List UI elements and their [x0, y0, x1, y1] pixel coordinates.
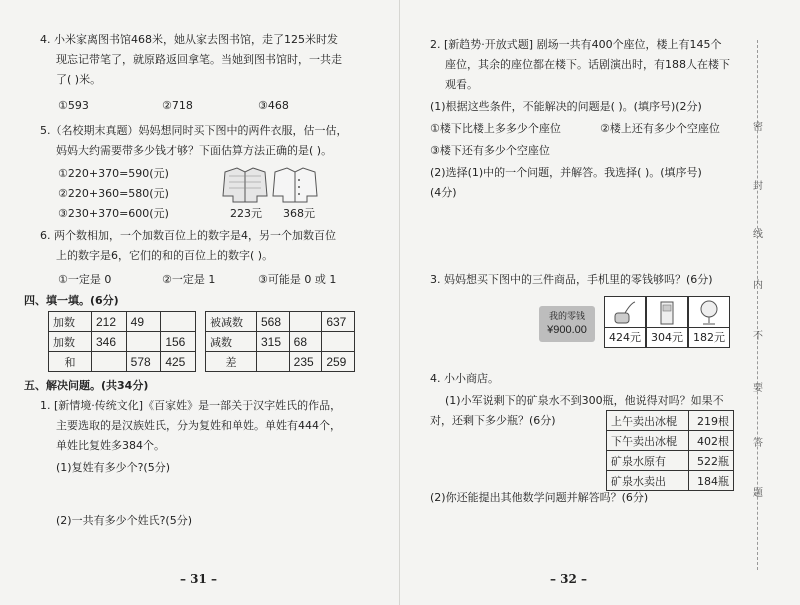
subtraction-table [205, 311, 355, 372]
table-cell: 402根 [689, 431, 734, 451]
wallet-balance-card [539, 306, 595, 342]
p1-sub1: (1)复姓有多少个?(5分) [56, 461, 171, 474]
vacuum-cleaner-icon [605, 297, 645, 327]
p4-title: 4. 小小商店。 [430, 372, 499, 385]
q5-price-1: 223元 [230, 207, 262, 220]
p1-sub2: (2)一共有多少个姓氏?(5分) [56, 514, 193, 527]
q4-option-3: ③468 [258, 99, 289, 112]
side-char: 题 [753, 488, 763, 499]
product-water-dispenser [646, 296, 688, 348]
table-cell: 425 [161, 352, 196, 372]
q5-option-2: ②220+360=580(元) [58, 187, 169, 200]
side-char: 内 [753, 280, 763, 291]
table-cell: 矿泉水卖出 [607, 471, 689, 491]
section-5-title: 五、解决问题。(共34分) [24, 379, 149, 392]
q5-line1: 5.（名校期末真题）妈妈想同时买下图中的两件衣服，估一估， [40, 124, 348, 137]
q6-line1: 6. 两个数相加，一个加数百位上的数字是4，另一个加数百位 [40, 229, 336, 242]
p2-sub2-line1: (2)选择(1)中的一个问题，并解答。我选择( )。(填序号) [430, 166, 702, 179]
electric-fan-icon [689, 297, 729, 327]
table-cell: 下午卖出冰棍 [607, 431, 689, 451]
page-number-32: – 32 – [550, 572, 588, 586]
p1-line1: 1. [新情境·传统文化]《百家姓》是一部关于汉字姓氏的作品， [40, 399, 342, 412]
table-cell: 减数 [206, 332, 257, 352]
table-cell: 加数 [49, 332, 92, 352]
side-char: 密 [753, 122, 763, 133]
table-cell: 578 [126, 352, 161, 372]
q6-option-1: ①一定是 0 [58, 273, 112, 286]
table-cell: 184瓶 [689, 471, 734, 491]
table-cell: 加数 [49, 312, 92, 332]
p2-line2: 座位，其余的座位都在楼下。话剧演出时，有188人在楼下 [445, 58, 730, 71]
sweater-icon [273, 168, 317, 202]
p2-sub1: (1)根据这些条件，不能解决的问题是( )。(填序号)(2分) [430, 100, 702, 113]
table-row [607, 411, 734, 431]
table-row [49, 312, 196, 332]
table-cell[interactable] [92, 352, 127, 372]
table-cell[interactable] [322, 332, 355, 352]
table-cell: 346 [92, 332, 127, 352]
addition-table [48, 311, 196, 372]
table-cell: 49 [126, 312, 161, 332]
page-number-31: – 31 – [180, 572, 218, 586]
water-dispenser-icon [647, 297, 687, 327]
table-row [607, 451, 734, 471]
p2-sub2-line2: (4分) [430, 186, 457, 199]
table-row [607, 471, 734, 491]
table-row [206, 352, 355, 372]
q4-line1: 4. 小米家离图书馆468米，她从家去图书馆，走了125米时发 [40, 33, 338, 46]
p2-option-2: ②楼上还有多少个空座位 [600, 122, 720, 135]
side-char: 不 [753, 331, 763, 342]
q5-price-2: 368元 [283, 207, 315, 220]
table-cell[interactable] [126, 332, 161, 352]
table-row [206, 332, 355, 352]
p3-line1: 3. 妈妈想买下图中的三件商品，手机里的零钱够吗？(6分) [430, 273, 713, 286]
wallet-value: ¥900.00 [547, 324, 587, 336]
q4-line2: 现忘记带笔了，就原路返回拿笔。当她到图书馆时，一共走 [56, 53, 342, 66]
table-cell: 和 [49, 352, 92, 372]
p4-sub1-line1: (1)小军说剩下的矿泉水不到300瓶，他说得对吗？如果不 [445, 394, 724, 407]
table-cell: 522瓶 [689, 451, 734, 471]
table-cell: 315 [257, 332, 290, 352]
q5-option-1: ①220+370=590(元) [58, 167, 169, 180]
p4-sub2: (2)你还能提出其他数学问题并解答吗？(6分) [430, 491, 649, 504]
table-cell[interactable] [257, 352, 290, 372]
q4-line3: 了( )米。 [56, 73, 102, 86]
table-cell: 212 [92, 312, 127, 332]
table-row [206, 312, 355, 332]
side-char: 线 [753, 229, 763, 240]
q5-line2: 妈妈大约需要带多少钱才够？下面估算方法正确的是( )。 [56, 144, 333, 157]
table-cell[interactable] [161, 312, 196, 332]
table-cell: 219根 [689, 411, 734, 431]
product-price-1: 424元 [609, 331, 641, 344]
product-fan [688, 296, 730, 348]
table-cell: 差 [206, 352, 257, 372]
page-32 [400, 0, 800, 605]
side-char: 封 [753, 181, 763, 192]
q5-option-3: ③230+370=600(元) [58, 207, 169, 220]
table-row [49, 332, 196, 352]
side-char: 要 [753, 383, 763, 394]
table-row [49, 352, 196, 372]
p2-option-1: ①楼下比楼上多多少个座位 [430, 122, 561, 135]
product-price-3: 182元 [693, 331, 725, 344]
table-cell: 156 [161, 332, 196, 352]
p1-line2: 主要选取的是汉族姓氏，分为复姓和单姓。单姓有444个， [56, 419, 341, 432]
q4-option-1: ①593 [58, 99, 89, 112]
q6-line2: 上的数字是6，它们的和的百位上的数字( )。 [56, 249, 274, 262]
side-char: 答 [753, 438, 763, 449]
product-price-2: 304元 [651, 331, 683, 344]
p2-line3: 观看。 [445, 78, 478, 91]
table-cell: 568 [257, 312, 290, 332]
jacket-icon [223, 168, 267, 202]
p4-sub1-line2: 对，还剩下多少瓶？(6分) [430, 414, 556, 427]
shop-table [606, 410, 734, 491]
table-cell[interactable] [289, 312, 322, 332]
table-cell: 上午卖出冰棍 [607, 411, 689, 431]
table-row [607, 431, 734, 451]
table-cell: 637 [322, 312, 355, 332]
table-cell: 68 [289, 332, 322, 352]
table-cell: 235 [289, 352, 322, 372]
p2-line1: 2. [新趋势·开放式题] 剧场一共有400个座位，楼上有145个 [430, 38, 722, 51]
q6-option-2: ②一定是 1 [162, 273, 216, 286]
table-cell: 被减数 [206, 312, 257, 332]
section-4-title: 四、填一填。(6分) [24, 294, 119, 307]
q4-option-2: ②718 [162, 99, 193, 112]
q6-option-3: ③可能是 0 或 1 [258, 273, 337, 286]
wallet-label: 我的零钱 [548, 312, 585, 322]
product-vacuum [604, 296, 646, 348]
p1-line3: 单姓比复姓多384个。 [56, 439, 165, 452]
p2-option-3: ③楼下还有多少个空座位 [430, 144, 550, 157]
table-cell: 259 [322, 352, 355, 372]
table-cell: 矿泉水原有 [607, 451, 689, 471]
clothes-illustration [215, 166, 325, 206]
